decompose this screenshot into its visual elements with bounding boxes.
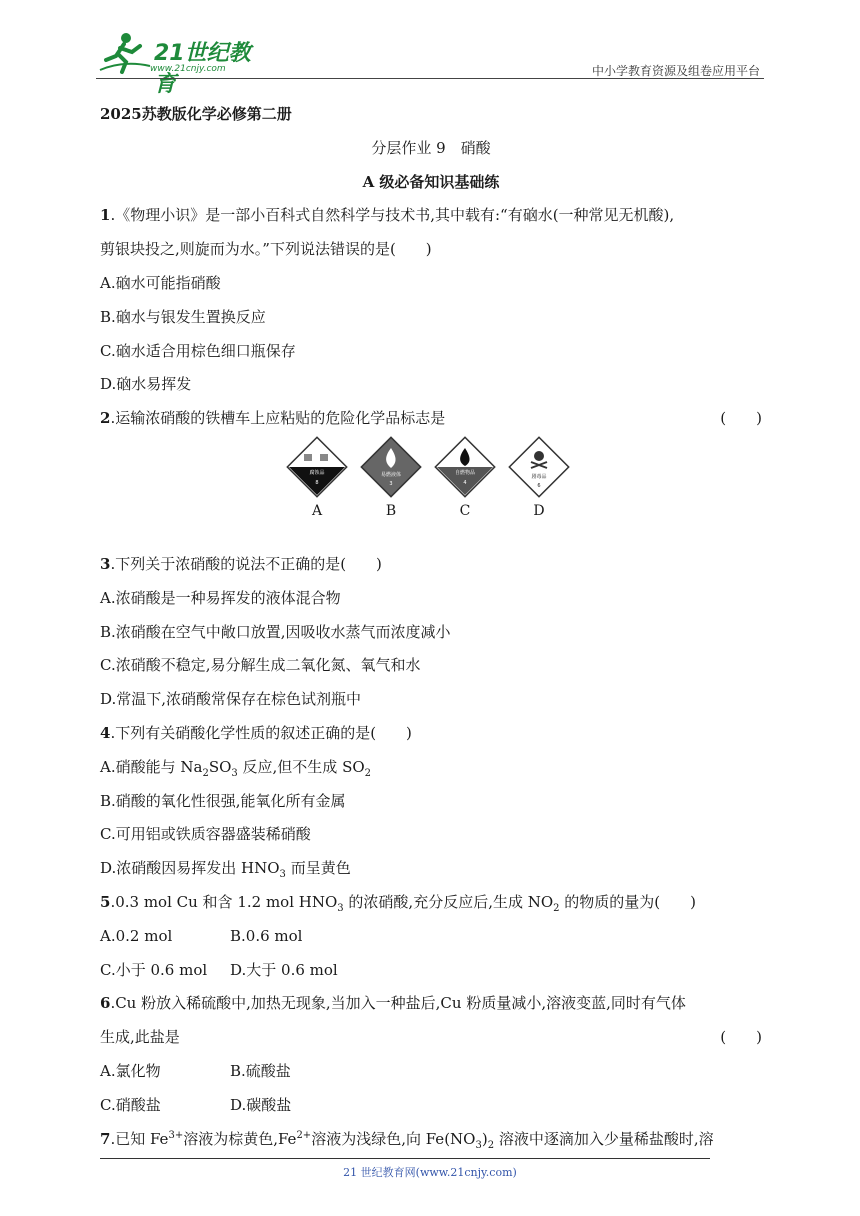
text-part: )	[481, 1129, 488, 1148]
corrosive-sign-icon	[286, 436, 348, 498]
question-7	[100, 1123, 762, 1157]
option-d: D.硇水易挥发	[100, 375, 192, 394]
book-title: 2025苏教版化学必修第二册	[100, 105, 292, 123]
page-footer: 21 世纪教育网(www.21cnjy.com)	[343, 1166, 517, 1179]
question-number: 1	[100, 206, 111, 225]
hazard-sign-a	[284, 436, 350, 520]
option-c: C.小于 0.6 mol	[100, 960, 208, 979]
platform-name: 中小学教育资源及组卷应用平台	[591, 64, 760, 78]
superscript: 3+	[168, 1129, 184, 1141]
text-part: 溶液为浅绿色,向 Fe(NO	[311, 1129, 476, 1148]
worksheet-content	[100, 98, 762, 1156]
question-6-cont	[100, 1021, 762, 1055]
subscript: 3	[279, 869, 286, 881]
subscript: 2	[364, 767, 372, 779]
question-1-cont: 剪银块投之,则旋而为水。”下列说法错误的是( )	[100, 240, 432, 259]
section-title: A 级必备知识基础练	[362, 172, 500, 191]
text-part: 溶液为棕黄色,Fe	[183, 1129, 297, 1148]
options-row	[100, 920, 762, 954]
question-number: 4	[100, 723, 111, 742]
sign-number: 4	[463, 479, 467, 486]
option-d	[100, 852, 762, 886]
option-b: B.硇水与银发生置换反应	[100, 307, 266, 326]
logo-url: www.21cnjy.com	[150, 64, 226, 74]
question-3	[100, 548, 762, 582]
option-b: B.浓硝酸在空气中敞口放置,因吸收水蒸气而浓度减小	[100, 622, 451, 641]
question-text: .运输浓硝酸的铁槽车上应粘贴的危险化学品标志是	[110, 409, 446, 428]
hazard-sign-b	[358, 436, 424, 520]
text-part: 的浓硝酸,充分反应后,生成 NO	[343, 892, 554, 911]
subscript: 3	[337, 902, 344, 914]
options-row	[100, 1055, 762, 1089]
sign-number: 8	[315, 479, 319, 486]
answer-paren: ( )	[720, 409, 762, 428]
question-number: 5	[100, 892, 111, 911]
option-c: C.硇水适合用棕色细口瓶保存	[100, 341, 296, 360]
option-b: B.0.6 mol	[230, 926, 303, 945]
subscript: 3	[231, 767, 238, 779]
question-text: .《物理小识》是一部小百科式自然科学与技术书,其中载有:“有硇水(一种常见无机酸),	[110, 206, 675, 225]
text-part: D.浓硝酸因易挥发出 HNO	[100, 859, 280, 878]
subscript: 2	[202, 767, 209, 779]
assignment-title: 分层作业 9 硝酸	[371, 138, 491, 157]
question-text: .Cu 粉放入稀硫酸中,加热无现象,当加入一种盐后,Cu 粉质量减小,溶液变蓝,同时有气体	[110, 994, 686, 1013]
option-letter: C	[459, 502, 471, 519]
option-d: D.常温下,浓硝酸常保存在棕色试剂瓶中	[100, 690, 362, 709]
text-part: 反应,但不生成 SO	[237, 757, 365, 776]
options-row	[100, 1089, 762, 1123]
question-text: .下列关于浓硝酸的说法不正确的是( )	[110, 554, 382, 573]
text-part: A.硝酸能与 Na	[100, 757, 203, 776]
question-number: 3	[100, 554, 111, 573]
text-part: SO	[208, 757, 232, 776]
question-number: 6	[100, 994, 111, 1013]
hazard-signs	[100, 436, 762, 548]
header-divider	[96, 78, 764, 79]
option-a: A.硇水可能指硝酸	[100, 273, 221, 292]
question-text: 生成,此盐是	[100, 1028, 180, 1047]
text-part: 而呈黄色	[285, 859, 351, 878]
question-4	[100, 717, 762, 751]
text-part: 的物质的量为( )	[559, 892, 697, 911]
footer-divider	[100, 1158, 710, 1159]
option-a: A.0.2 mol	[100, 926, 173, 945]
spontaneous-combustion-sign-icon	[434, 436, 496, 498]
hazard-sign-c	[432, 436, 498, 520]
text-part: .0.3 mol Cu 和含 1.2 mol HNO	[110, 892, 338, 911]
option-a: A.氯化物	[100, 1061, 161, 1080]
option-a	[100, 751, 762, 785]
runner-logo-icon	[96, 30, 152, 76]
logo-text: 21世纪教育	[154, 41, 251, 97]
subscript: 2	[553, 902, 560, 914]
question-text: .下列有关硝酸化学性质的叙述正确的是( )	[110, 723, 412, 742]
toxic-sign-icon	[508, 436, 570, 498]
hazard-sign-d	[506, 436, 572, 520]
option-b: B.硝酸的氧化性很强,能氧化所有金属	[100, 791, 346, 810]
site-logo	[96, 30, 266, 97]
option-c: C.硝酸盐	[100, 1095, 161, 1114]
question-number: 7	[100, 1129, 111, 1148]
option-letter: B	[385, 502, 397, 519]
flammable-liquid-sign-icon	[360, 436, 422, 498]
text-part: .已知 Fe	[110, 1129, 169, 1148]
sign-number: 3	[389, 480, 393, 487]
option-letter: D	[533, 502, 545, 519]
options-row	[100, 954, 762, 988]
question-number: 2	[100, 409, 111, 428]
page-header	[96, 30, 764, 97]
sign-number: 6	[537, 482, 541, 489]
option-d: D.碳酸盐	[230, 1095, 292, 1114]
subscript: 2	[487, 1139, 495, 1151]
question-5	[100, 886, 762, 920]
question-2	[100, 402, 762, 436]
question-6	[100, 987, 762, 1021]
question-1	[100, 199, 762, 233]
option-letter: A	[311, 502, 323, 519]
sign-label: 腐蚀品	[309, 469, 325, 476]
option-d: D.大于 0.6 mol	[230, 960, 338, 979]
option-c: C.浓硝酸不稳定,易分解生成二氧化氮、氧气和水	[100, 656, 421, 675]
text-part: 溶液中逐滴加入少量稀盐酸时,溶	[494, 1129, 714, 1148]
sign-label: 易燃液体	[380, 471, 402, 478]
sign-label: 剧毒品	[531, 473, 547, 480]
answer-paren: ( )	[720, 1028, 762, 1047]
superscript: 2+	[296, 1129, 312, 1141]
subscript: 3	[475, 1139, 482, 1151]
sign-label: 自燃物品	[454, 469, 476, 476]
option-c: C.可用铝或铁质容器盛装稀硝酸	[100, 825, 311, 844]
option-a: A.浓硝酸是一种易挥发的液体混合物	[100, 588, 341, 607]
option-b: B.硫酸盐	[230, 1061, 291, 1080]
